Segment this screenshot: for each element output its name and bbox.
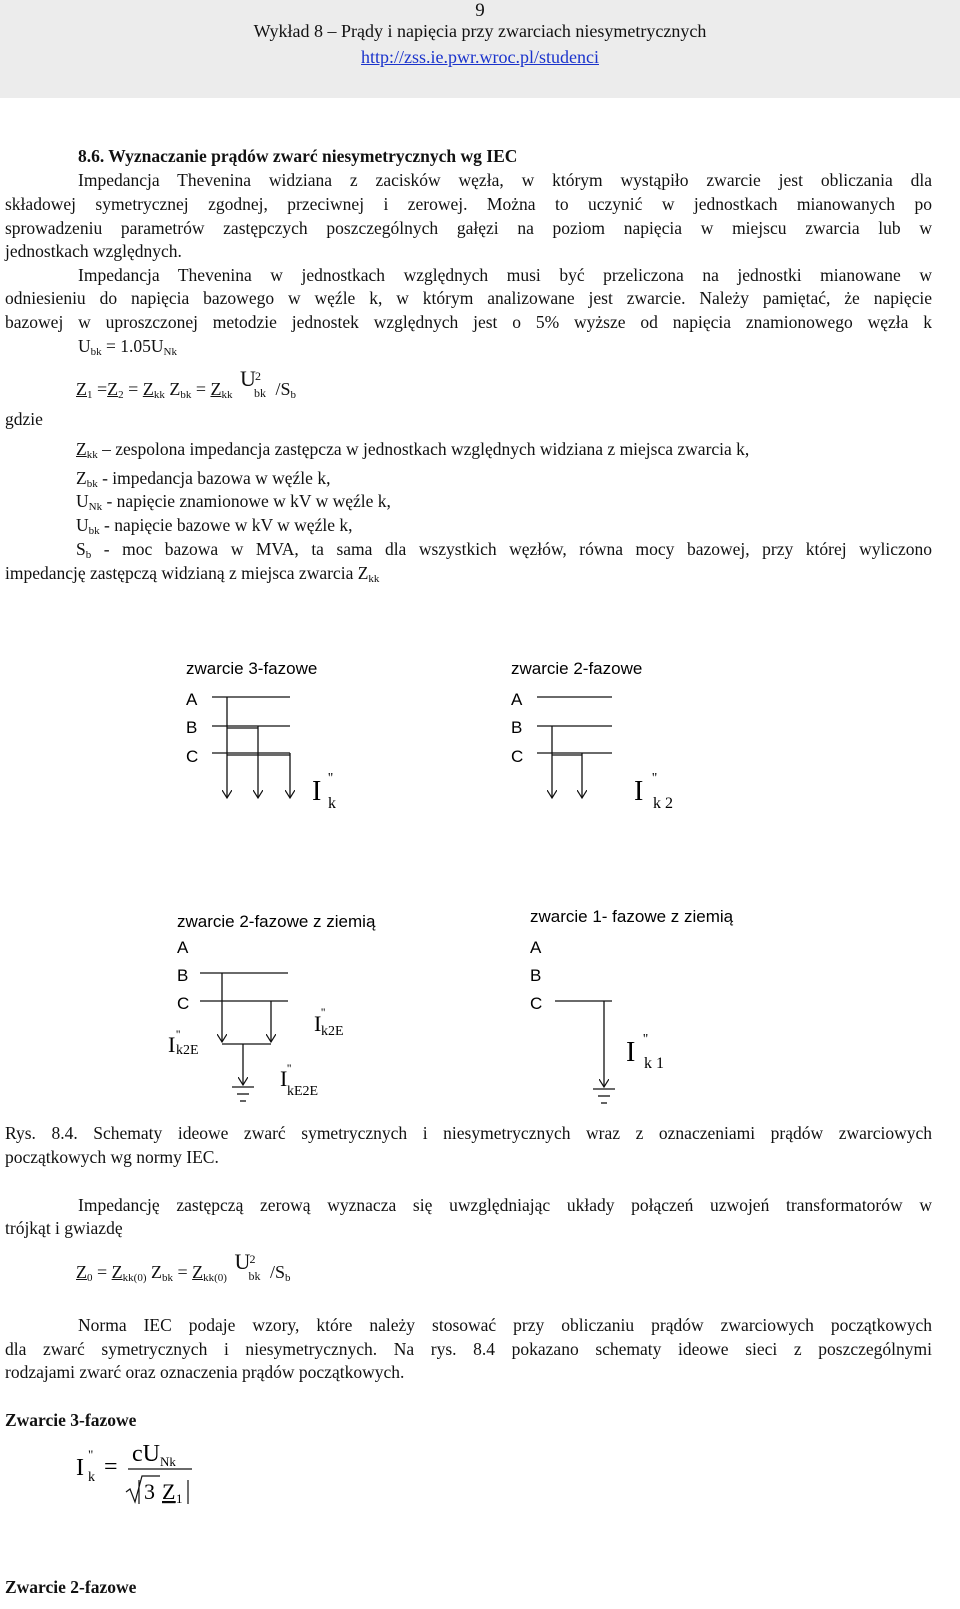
voltage-squared	[231, 1249, 265, 1283]
current-superscript: ''	[287, 1061, 292, 1075]
current-subscript: k	[328, 795, 336, 812]
phase-label-c: C	[511, 747, 524, 766]
eq-subscript: bk	[253, 386, 266, 400]
eq-subscript: Nk	[160, 1454, 176, 1469]
text-line: składowej symetrycznej zgodnej, przeciwnej i zerowej. Można to uczynić w jednostkach mianowanych po	[5, 194, 932, 214]
eq-subscript: kk(0)	[203, 1272, 227, 1284]
eq-symbol: U	[234, 1249, 251, 1274]
phase-label-a: A	[177, 938, 189, 957]
text-line: Norma IEC podaje wzory, które należy stosować przy obliczaniu prądów zwarciowych początkowych	[78, 1315, 932, 1335]
phase-label-b: B	[530, 966, 542, 985]
eq-symbol: Z	[162, 1479, 176, 1504]
eq-symbol: Z	[146, 1262, 162, 1282]
current-subscript: kE2E	[287, 1084, 319, 1099]
eq-subscript: kk	[153, 389, 165, 401]
diagram-title: zwarcie 3-fazowe	[186, 659, 318, 678]
text-line: rodzajami zwarć oraz oznaczenia prądów początkowych.	[5, 1362, 405, 1382]
def-text: - impedancja bazowa w węźle k,	[97, 468, 331, 488]
phase-label-c: C	[530, 994, 543, 1013]
eq-subscript: b	[290, 389, 296, 401]
current-symbol: I	[168, 1032, 176, 1057]
phase-label-a: A	[530, 938, 542, 957]
def-subscript: bk	[88, 525, 100, 537]
diagram-title: zwarcie 1- fazowe z ziemią	[530, 907, 734, 926]
current-superscript: ''	[321, 1005, 326, 1019]
diagram-two-phase-ground	[168, 912, 376, 1101]
eq-superscript: 2	[254, 369, 261, 383]
phase-label-c: C	[177, 994, 190, 1013]
eq-subscript: 1	[176, 1491, 183, 1506]
definition-zkk	[76, 438, 749, 460]
phase-label-b: B	[511, 718, 523, 737]
text-line: bazowej w uproszczonej metodzie jednostek względnych jest o 5% wyższe od napięcia znamionowego węzła k	[5, 312, 932, 332]
eq-subscript: 2	[118, 389, 124, 401]
page-header	[0, 0, 960, 98]
def-symbol: Z	[76, 439, 87, 459]
eq-symbol: 3	[144, 1479, 155, 1504]
eq-symbol: I	[76, 1455, 84, 1481]
eq-subscript: kk	[221, 389, 233, 401]
eq-subscript: kk(0)	[122, 1272, 147, 1284]
figure-caption-line: Rys. 8.4. Schematy ideowe zwarć symetrycznych i niesymetrycznych wraz z oznaczeniami prądów zwarciowych	[5, 1123, 932, 1143]
eq-subscript: Nk	[163, 346, 177, 358]
eq-symbol: Z	[210, 379, 222, 399]
current-symbol: I	[626, 1037, 636, 1068]
page-number: 9	[475, 0, 485, 21]
eq-text: =	[92, 1262, 112, 1282]
phase-label-b: B	[177, 966, 189, 985]
diagram-title: zwarcie 2-fazowe z ziemią	[177, 912, 376, 931]
definition-sb	[76, 538, 932, 560]
eq-subscript: bk	[180, 389, 192, 401]
fault-schematics-figure	[0, 640, 960, 1120]
eq-subscript: b	[284, 1272, 291, 1284]
definition-zbk	[76, 467, 330, 489]
def-subscript: bk	[86, 478, 98, 490]
def-symbol: Z	[76, 468, 87, 488]
eq-subscript: k	[88, 1470, 95, 1485]
subsection-heading: Zwarcie 2-fazowe	[5, 1577, 137, 1597]
figure-caption-line: początkowych wg normy IEC.	[5, 1147, 219, 1167]
eq-text: /S	[265, 1262, 285, 1282]
def-symbol: U	[76, 491, 89, 511]
eq-symbol: Z	[142, 379, 154, 399]
eq-subscript: bk	[248, 1269, 261, 1283]
def-symbol: S	[76, 539, 86, 559]
eq-symbol: Z	[192, 1262, 204, 1282]
three-phase-current-formula	[70, 1432, 270, 1512]
current-symbol: I	[280, 1066, 288, 1091]
eq-symbol: Z	[76, 1262, 87, 1282]
current-symbol: I	[634, 776, 644, 807]
def-subscript: b	[85, 549, 92, 561]
current-superscript: ''	[328, 771, 334, 786]
eq-text: = 1.05U	[101, 336, 164, 356]
eq-symbol: Z	[164, 379, 181, 399]
section-heading: 8.6. Wyznaczanie prądów zwarć niesymetrycznych wg IEC	[78, 146, 518, 166]
text-line: odniesieniu do napięcia bazowego w węźle k, w którym analizowane jest zwarcie. Należy pamiętać, że napięcie	[5, 288, 932, 308]
voltage-squared	[237, 366, 271, 400]
definition-sb-continued	[5, 562, 379, 584]
eq-superscript: 2	[249, 1252, 256, 1266]
phase-label-a: A	[186, 690, 198, 709]
def-symbol: U	[76, 515, 89, 535]
def-subscript: Nk	[88, 501, 103, 513]
eq-text: /S	[270, 379, 291, 399]
def-text: - napięcie znamionowe w kV w węźle k,	[102, 491, 391, 511]
gdzie-label: gdzie	[5, 409, 43, 429]
phase-label-a: A	[511, 690, 523, 709]
eq-text: =	[92, 379, 108, 399]
eq-symbol: Z	[76, 379, 87, 399]
current-superscript: ''	[652, 771, 658, 786]
subsection-heading: Zwarcie 3-fazowe	[5, 1410, 137, 1430]
eq-text: =	[104, 1454, 118, 1480]
eq-text: =	[172, 1262, 193, 1282]
eq-symbol: Z	[107, 379, 119, 399]
diagram-three-phase	[186, 659, 336, 812]
eq-subscript: 1	[87, 389, 93, 401]
impedance-formula	[76, 366, 296, 401]
def-text: - napięcie bazowe w kV w węźle k,	[99, 515, 353, 535]
text-line: trójkąt i gwiazdę	[5, 1218, 123, 1238]
current-symbol: I	[314, 1011, 322, 1036]
current-symbol: I	[312, 776, 322, 807]
eq-subscript: 0	[87, 1272, 93, 1284]
eq-text: =	[123, 379, 143, 399]
def-subscript: kk	[368, 573, 380, 585]
eq-subscript: bk	[161, 1272, 173, 1284]
eq-subscript: bk	[90, 346, 102, 358]
eq-symbol: Z	[111, 1262, 123, 1282]
eq-superscript: "	[88, 1447, 94, 1462]
current-subscript: k2E	[176, 1043, 199, 1058]
eq-symbol: U	[239, 366, 256, 391]
base-voltage-equation	[78, 335, 177, 357]
current-subscript: k2E	[321, 1024, 344, 1039]
eq-symbol: U	[78, 336, 91, 356]
phase-label-c: C	[186, 747, 199, 766]
phase-label-b: B	[186, 718, 198, 737]
zero-sequence-formula	[76, 1249, 291, 1284]
diagram-one-phase-ground	[530, 907, 734, 1103]
eq-text: =	[191, 379, 211, 399]
text-line: jednostkach względnych.	[5, 241, 182, 261]
def-text: – zespolona impedancja zastępcza w jednostkach względnych widziana z miejsca zwarcia k,	[97, 439, 750, 459]
diagram-two-phase	[511, 659, 673, 812]
text-line: sprowadzeniu parametrów zastępczych poszczególnych gałęzi na poziom napięcia w miejscu zwarcia lub w	[5, 218, 932, 238]
text-line: Impedancję zastępczą zerową wyznacza się uwzględniając układy połączeń uzwojeń transformatorów w	[78, 1195, 932, 1215]
text-line: dla zwarć symetrycznych i niesymetrycznych. Na rys. 8.4 pokazano schematy ideowe sieci z poszczególnymi	[5, 1339, 932, 1359]
diagram-title: zwarcie 2-fazowe	[511, 659, 643, 678]
current-subscript: k 1	[644, 1055, 664, 1072]
eq-symbol: cU	[132, 1441, 160, 1467]
current-subscript: k 2	[653, 795, 673, 812]
def-text: impedancję zastępczą widzianą z miejsca zwarcia Z	[5, 563, 369, 583]
def-subscript: kk	[86, 449, 98, 461]
course-link[interactable]: http://zss.ie.pwr.wroc.pl/studenci	[361, 47, 599, 67]
text-line: Impedancja Thevenina widziana z zacisków węzła, w którym wystąpiło zwarcie jest obliczania dla	[78, 170, 932, 190]
definition-ubk	[76, 514, 352, 536]
current-superscript: ''	[643, 1032, 649, 1047]
def-text: - moc bazowa w MVA, ta sama dla wszystkich węzłów, równa mocy bazowej, przy której wyliczono	[91, 539, 932, 559]
definition-unk	[76, 490, 391, 512]
lecture-title: Wykład 8 – Prądy i napięcia przy zwarciach niesymetrycznych	[253, 21, 707, 41]
current-superscript: ''	[176, 1027, 181, 1041]
text-line: Impedancja Thevenina w jednostkach względnych musi być przeliczona na jednostki mianowane w	[78, 265, 932, 285]
